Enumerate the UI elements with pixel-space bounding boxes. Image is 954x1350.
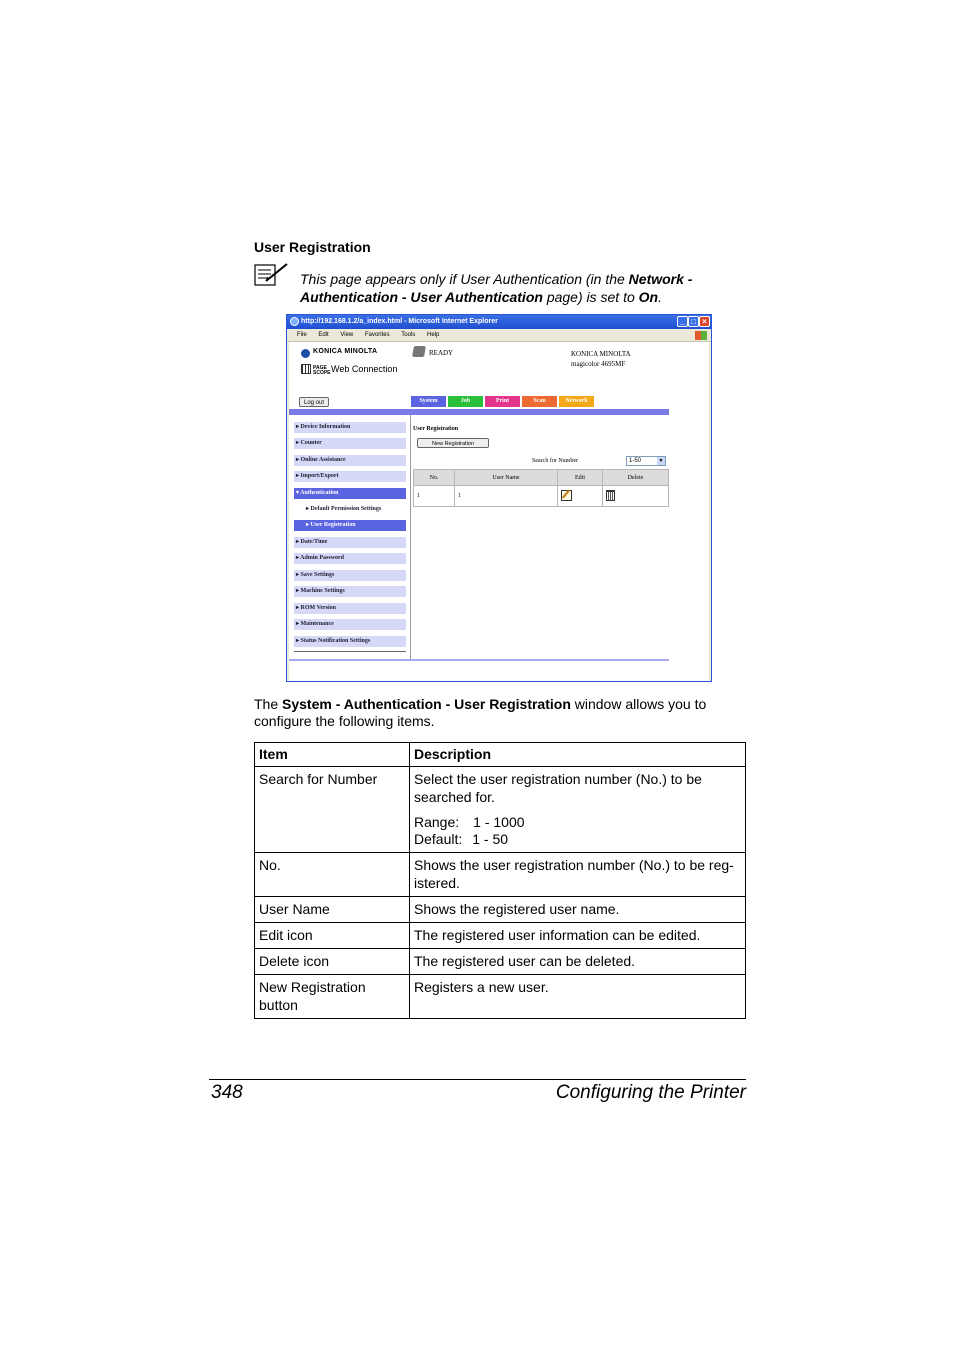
range-value: 1 - 1000 xyxy=(473,814,525,830)
model-brand: KONICA MINOLTA xyxy=(571,350,631,358)
column-header-delete: Delete xyxy=(603,470,669,486)
sidebar-item-machine-settings[interactable]: ▸ Machine Settings xyxy=(294,586,406,597)
note-text-bold-end: On xyxy=(638,289,659,305)
column-header-no: No. xyxy=(414,470,455,486)
table-row xyxy=(255,923,746,949)
item-cell: Delete icon xyxy=(255,949,410,975)
item-cell: User Name xyxy=(255,897,410,923)
menu-favorites[interactable]: Favorites xyxy=(364,332,390,338)
note-text-end: . xyxy=(658,289,662,305)
windows-logo-icon xyxy=(695,331,707,340)
table-row xyxy=(255,975,746,1019)
sidebar-item-authentication[interactable]: ▾ Authentication xyxy=(294,488,406,499)
tab-scan[interactable]: Scan xyxy=(522,396,557,407)
printer-status-icon xyxy=(412,346,426,357)
sidebar-separator xyxy=(410,415,411,660)
default-value: 1 - 50 xyxy=(472,831,509,847)
new-registration-button[interactable]: New Registration xyxy=(417,438,489,448)
tab-print[interactable]: Print xyxy=(485,396,520,407)
default-label: Default: xyxy=(414,831,463,847)
sidebar-item-online-assistance[interactable]: ▸ Online Assistance xyxy=(294,455,406,466)
konica-minolta-logo-icon xyxy=(301,349,310,358)
sidebar-item-device-information[interactable]: ▸ Device Information xyxy=(294,422,406,433)
default-line xyxy=(414,831,741,848)
footer-divider-bar xyxy=(289,659,669,661)
sidebar-item-date-time[interactable]: ▸ Date/Time xyxy=(294,537,406,548)
section-title: User Registration xyxy=(254,239,371,255)
pagescope-logo-icon xyxy=(301,364,311,374)
sidebar-item-user-registration[interactable]: ▸ User Registration xyxy=(294,520,406,531)
close-icon[interactable]: × xyxy=(699,316,710,327)
browser-titlebar xyxy=(287,315,711,329)
page-number: 348 xyxy=(211,1082,243,1103)
note-text-pre: This page appears only if User Authentication (in the xyxy=(300,271,629,287)
item-cell: Edit icon xyxy=(255,923,410,949)
table-row xyxy=(255,949,746,975)
description-cell: Shows the registered user name. xyxy=(410,897,746,923)
cell-delete xyxy=(603,486,669,507)
table-row xyxy=(255,767,746,853)
sidebar-item-save-settings[interactable]: ▸ Save Settings xyxy=(294,570,406,581)
tab-job[interactable]: Job xyxy=(448,396,483,407)
delete-trash-icon[interactable] xyxy=(606,490,615,501)
search-for-number-select[interactable] xyxy=(626,456,666,466)
sidebar-item-status-notification-settings[interactable]: ▸ Status Notification Settings xyxy=(294,636,406,647)
note-text xyxy=(300,270,740,306)
table-row xyxy=(255,897,746,923)
sidebar-item-maintenance[interactable]: ▸ Maintenance xyxy=(294,619,406,630)
item-cell: New Registration button xyxy=(255,975,410,1019)
intro-post: window allows you to configure the following items. xyxy=(254,696,707,729)
header-divider-bar xyxy=(289,409,669,415)
footer-rule xyxy=(209,1079,746,1080)
browser-title: http://192.168.1.2/a_index.html - Microsoft Internet Explorer xyxy=(301,318,498,325)
footer-chapter-title: Configuring the Printer xyxy=(555,1082,746,1103)
chevron-down-icon[interactable]: ▼ xyxy=(658,458,664,464)
model-name: magicolor 4695MF xyxy=(571,360,626,368)
intro-bold: System - Authentication - User Registration xyxy=(282,696,571,712)
cell-no: 1 xyxy=(414,486,455,507)
printer-status-text: READY xyxy=(429,349,454,357)
user-registration-table xyxy=(413,469,669,507)
note-pencil-icon xyxy=(254,262,290,288)
maximize-icon[interactable]: □ xyxy=(688,316,699,327)
description-cell: The registered user information can be edited. xyxy=(410,923,746,949)
header-description: Description xyxy=(410,743,746,767)
description-cell: Shows the user registration number (No.) to be reg-istered. xyxy=(410,853,746,897)
column-header-edit: Edit xyxy=(558,470,603,486)
browser-content xyxy=(289,342,709,681)
description-table xyxy=(254,742,746,1019)
cell-edit xyxy=(558,486,603,507)
konica-minolta-brand: KONICA MINOLTA xyxy=(313,348,378,355)
menu-view[interactable]: View xyxy=(340,332,354,338)
table-row xyxy=(414,486,669,507)
search-select-value: 1-50 xyxy=(629,458,642,464)
header-item: Item xyxy=(255,743,410,767)
browser-window-screenshot xyxy=(286,314,712,682)
description-cell: Registers a new user. xyxy=(410,975,746,1019)
tab-network[interactable]: Network xyxy=(559,396,594,407)
web-connection-label: Web Connection xyxy=(331,364,398,374)
pagescope-label: PAGE SCOPE xyxy=(313,365,331,376)
edit-icon[interactable] xyxy=(561,490,572,501)
table-row xyxy=(255,853,746,897)
sidebar-item-counter[interactable]: ▸ Counter xyxy=(294,438,406,449)
main-page-title: User Registration xyxy=(413,426,459,432)
intro-paragraph xyxy=(254,696,734,730)
ie-icon xyxy=(290,317,299,326)
menu-help[interactable]: Help xyxy=(426,332,440,338)
search-for-number-label: Search for Number xyxy=(532,458,578,464)
note-text-mid: page) is set to xyxy=(542,289,639,305)
description-cell: The registered user can be deleted. xyxy=(410,949,746,975)
range-label: Range: xyxy=(414,814,460,830)
sidebar-item-rom-version[interactable]: ▸ ROM Version xyxy=(294,603,406,614)
menu-file[interactable]: File xyxy=(297,332,307,338)
menu-edit[interactable]: Edit xyxy=(318,332,329,338)
column-header-user-name: User Name xyxy=(455,470,558,486)
cell-user-name: 1 xyxy=(455,486,558,507)
tab-system[interactable]: System xyxy=(411,396,446,407)
intro-pre: The xyxy=(254,696,283,712)
sidebar-item-import-export[interactable]: ▸ Import/Export xyxy=(294,471,406,482)
item-cell: Search for Number xyxy=(255,767,410,853)
logout-button[interactable]: Log out xyxy=(299,397,329,407)
item-cell: No. xyxy=(255,853,410,897)
sidebar-item-admin-password[interactable]: ▸ Admin Password xyxy=(294,553,406,564)
description-text: Select the user registration number (No.) to be searched for. xyxy=(414,771,702,805)
note-text-bold: Network - Authentication - User Authentication xyxy=(300,271,693,305)
description-cell xyxy=(410,767,746,853)
browser-menubar xyxy=(287,329,711,342)
sidebar-bottom-line xyxy=(294,651,406,652)
minimize-icon[interactable]: _ xyxy=(677,316,688,327)
menu-tools[interactable]: Tools xyxy=(401,332,416,338)
range-line xyxy=(414,814,741,831)
sidebar-item-default-permission-settings[interactable]: ▸ Default Permission Settings xyxy=(306,506,382,512)
